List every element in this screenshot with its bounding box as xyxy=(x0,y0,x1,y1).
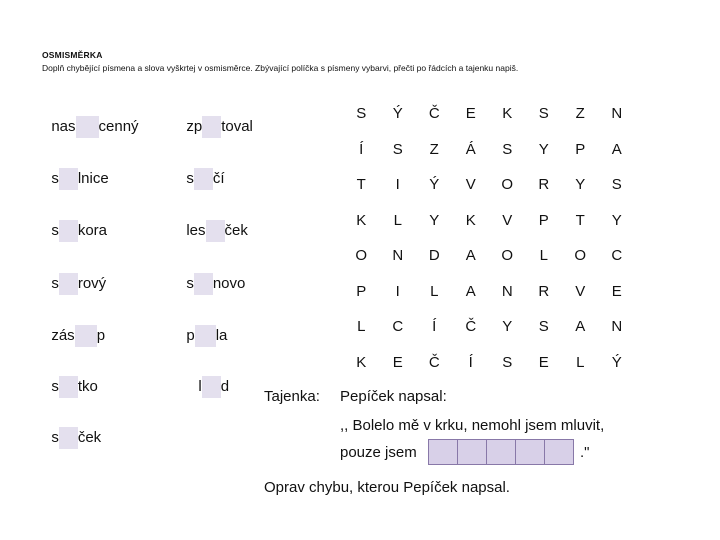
grid-cell[interactable]: O xyxy=(574,247,587,264)
grid-cell[interactable]: E xyxy=(392,353,403,371)
word-prefix: s xyxy=(51,378,59,395)
grid-row xyxy=(343,309,635,345)
word-fill-right-2 xyxy=(178,146,225,187)
missing-letter-blank[interactable] xyxy=(194,168,213,190)
grid-cell[interactable]: L xyxy=(357,318,366,335)
grid-cell[interactable]: N xyxy=(392,247,404,264)
word-prefix: s xyxy=(51,275,59,292)
grid-cell[interactable]: Á xyxy=(465,140,476,158)
word-fill-right-6 xyxy=(190,354,230,395)
tajenka-line-1: ,, Bolelo mě v krku, nemohl jsem mluvit, xyxy=(340,417,605,434)
missing-letter-blank[interactable] xyxy=(202,116,221,138)
grid-cell[interactable]: K xyxy=(502,105,513,122)
grid-cell[interactable]: K xyxy=(465,211,476,229)
word-suffix: toval xyxy=(221,118,253,135)
grid-cell[interactable]: L xyxy=(539,247,548,264)
tajenka-line-2-end: ." xyxy=(580,444,590,461)
word-fill-left-2 xyxy=(43,146,109,187)
grid-cell[interactable]: S xyxy=(538,318,549,335)
answer-letter-box[interactable] xyxy=(457,439,487,465)
missing-letter-blank[interactable] xyxy=(76,116,99,138)
grid-cell[interactable]: S xyxy=(356,105,367,122)
word-fill-left-6 xyxy=(43,354,98,395)
grid-row xyxy=(343,167,635,203)
grid-cell[interactable]: D xyxy=(428,247,440,264)
missing-letter-blank[interactable] xyxy=(59,220,78,242)
word-suffix: la xyxy=(215,327,228,344)
grid-cell[interactable]: Y xyxy=(611,211,622,229)
grid-cell[interactable]: P xyxy=(575,140,586,158)
word-prefix: s xyxy=(51,170,59,187)
answer-letter-box[interactable] xyxy=(544,439,574,465)
grid-cell[interactable]: O xyxy=(501,176,514,193)
grid-cell[interactable]: Z xyxy=(575,105,585,122)
grid-row xyxy=(343,238,635,274)
grid-cell[interactable]: Ý xyxy=(611,353,622,371)
grid-cell[interactable]: Í xyxy=(359,140,364,158)
grid-cell[interactable]: Ý xyxy=(392,105,403,122)
word-search-grid xyxy=(343,96,635,380)
grid-row xyxy=(343,96,635,132)
grid-cell[interactable]: A xyxy=(575,318,586,335)
grid-cell[interactable]: S xyxy=(611,176,622,193)
word-prefix: s xyxy=(51,222,59,239)
missing-letter-blank[interactable] xyxy=(195,325,216,347)
word-fill-right-1 xyxy=(178,94,253,135)
grid-cell[interactable]: L xyxy=(393,211,402,229)
grid-cell[interactable]: P xyxy=(356,282,367,300)
word-suffix: ček xyxy=(224,222,248,239)
grid-cell[interactable]: O xyxy=(355,247,368,264)
grid-cell[interactable]: Y xyxy=(429,211,440,229)
grid-cell[interactable]: C xyxy=(392,318,404,335)
answer-letter-box[interactable] xyxy=(428,439,458,465)
grid-cell[interactable]: E xyxy=(465,105,476,122)
word-suffix: novo xyxy=(212,275,246,292)
grid-cell[interactable]: V xyxy=(502,211,513,229)
word-suffix: cenný xyxy=(98,118,139,135)
word-fill-left-7 xyxy=(43,405,102,446)
word-prefix: s xyxy=(186,170,194,187)
grid-cell[interactable]: S xyxy=(392,140,403,158)
word-fill-left-3 xyxy=(43,198,108,239)
tajenka-line-2-start: pouze jsem xyxy=(340,444,417,461)
grid-cell[interactable]: N xyxy=(611,105,623,122)
grid-cell[interactable]: K xyxy=(356,211,367,229)
word-fill-left-5 xyxy=(43,303,106,344)
word-prefix: zp xyxy=(186,118,203,135)
grid-cell[interactable]: N xyxy=(501,282,513,300)
word-suffix: rový xyxy=(77,275,107,292)
grid-cell[interactable]: T xyxy=(575,211,585,229)
word-suffix: kora xyxy=(77,222,108,239)
grid-cell[interactable]: R xyxy=(538,176,550,193)
grid-cell[interactable]: T xyxy=(356,176,366,193)
grid-cell[interactable]: Y xyxy=(502,318,513,335)
grid-cell[interactable]: E xyxy=(611,282,622,300)
missing-letter-blank[interactable] xyxy=(59,168,78,190)
missing-letter-blank[interactable] xyxy=(202,376,221,398)
answer-letter-box[interactable] xyxy=(486,439,516,465)
grid-cell[interactable]: S xyxy=(502,140,513,158)
missing-letter-blank[interactable] xyxy=(206,220,225,242)
grid-cell[interactable]: R xyxy=(538,282,550,300)
correction-task: Oprav chybu, kterou Pepíček napsal. xyxy=(264,479,510,496)
grid-cell[interactable]: Y xyxy=(538,140,549,158)
word-prefix: l xyxy=(198,378,202,395)
grid-cell[interactable]: L xyxy=(430,282,439,300)
grid-cell[interactable]: Í xyxy=(432,318,437,335)
worksheet-title: OSMISMĚRKA xyxy=(42,50,103,60)
grid-cell[interactable]: N xyxy=(611,318,623,335)
grid-cell[interactable]: Í xyxy=(468,353,473,371)
grid-cell[interactable]: V xyxy=(575,282,586,300)
grid-cell[interactable]: C xyxy=(611,247,623,264)
missing-letter-blank[interactable] xyxy=(75,325,97,347)
word-suffix: ček xyxy=(77,429,102,446)
word-prefix: s xyxy=(186,275,194,292)
tajenka-intro: Pepíček napsal: xyxy=(340,388,447,405)
grid-cell[interactable]: A xyxy=(465,282,476,300)
word-prefix: nas xyxy=(51,118,76,135)
grid-cell[interactable]: K xyxy=(356,353,367,371)
tajenka-label: Tajenka: xyxy=(264,388,320,405)
word-prefix: p xyxy=(186,327,195,344)
grid-cell[interactable]: Z xyxy=(429,140,439,158)
word-suffix: čí xyxy=(212,170,225,187)
grid-cell[interactable]: A xyxy=(611,140,622,158)
missing-letter-blank[interactable] xyxy=(59,376,78,398)
word-fill-right-3 xyxy=(178,198,248,239)
grid-row xyxy=(343,345,635,381)
grid-row xyxy=(343,274,635,310)
missing-letter-blank[interactable] xyxy=(59,273,78,295)
grid-row xyxy=(343,132,635,168)
word-fill-left-4 xyxy=(43,251,107,292)
grid-cell[interactable]: L xyxy=(576,353,585,371)
word-suffix: d xyxy=(220,378,230,395)
word-suffix: lnice xyxy=(77,170,109,187)
instructions: Doplň chybějící písmena a slova vyškrtej v osmisměrce. Zbývající políčka s písmeny vybarvi, přečti po řádcích a tajenku napiš. xyxy=(42,63,519,73)
tajenka-answer-boxes xyxy=(428,439,573,465)
missing-letter-blank[interactable] xyxy=(59,427,78,449)
word-fill-right-4 xyxy=(178,251,246,292)
word-fill-right-5 xyxy=(178,303,228,344)
grid-cell[interactable]: P xyxy=(538,211,549,229)
grid-cell[interactable]: I xyxy=(395,282,400,300)
grid-cell[interactable]: S xyxy=(502,353,513,371)
grid-cell[interactable]: I xyxy=(395,176,400,193)
grid-row xyxy=(343,203,635,239)
word-prefix: zás xyxy=(51,327,75,344)
word-fill-left-1 xyxy=(43,94,139,135)
grid-cell[interactable]: Č xyxy=(428,105,440,122)
word-suffix: tko xyxy=(77,378,98,395)
grid-cell[interactable]: Č xyxy=(465,318,477,335)
grid-cell[interactable]: O xyxy=(501,247,514,264)
grid-cell[interactable]: A xyxy=(465,247,476,264)
word-suffix: p xyxy=(96,327,106,344)
grid-cell[interactable]: E xyxy=(538,353,549,371)
grid-cell[interactable]: S xyxy=(538,105,549,122)
grid-cell[interactable]: Č xyxy=(428,353,440,371)
word-prefix: s xyxy=(51,429,59,446)
missing-letter-blank[interactable] xyxy=(194,273,213,295)
grid-cell[interactable]: V xyxy=(465,176,476,193)
grid-cell[interactable]: Ý xyxy=(429,176,440,193)
word-prefix: les xyxy=(186,222,206,239)
grid-cell[interactable]: Y xyxy=(575,176,586,193)
answer-letter-box[interactable] xyxy=(515,439,545,465)
